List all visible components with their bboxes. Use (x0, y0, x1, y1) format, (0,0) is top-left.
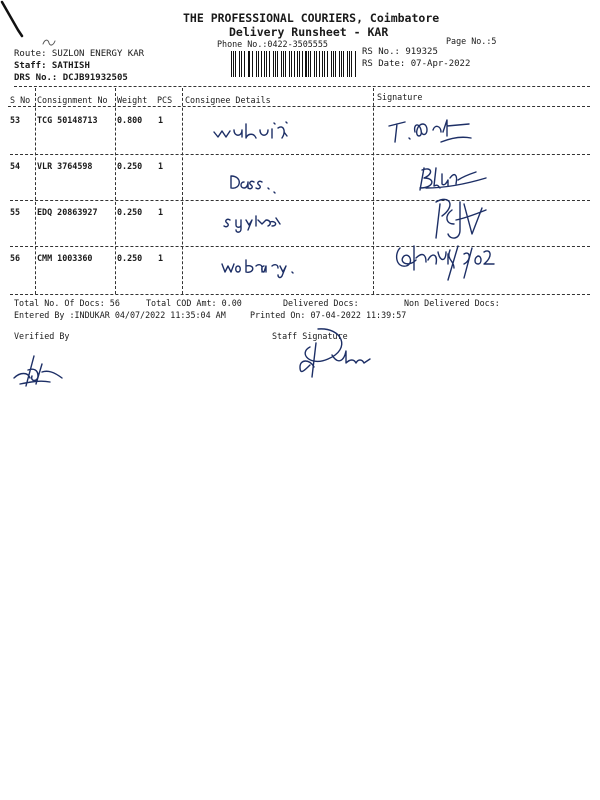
phone-number: Phone No.:0422-3505555 (217, 39, 328, 49)
company-name: THE PROFESSIONAL COURIERS, Coimbatore (183, 11, 440, 25)
rs-date: RS Date: 07-Apr-2022 (362, 59, 471, 69)
consignee-handwriting (228, 172, 288, 194)
verified-by-label: Verified By (14, 331, 70, 341)
signature-image (426, 196, 496, 244)
corner-mark (0, 0, 30, 40)
barcode-bar (331, 51, 332, 77)
scribble-mark-icon (42, 38, 56, 48)
barcode-bar (297, 51, 298, 77)
col-header-pcs: PCS (157, 95, 173, 105)
signature-image (385, 112, 475, 148)
entered-by: Entered By :INDUKAR 04/07/2022 11:35:04 AM (14, 310, 226, 320)
column-line (115, 88, 116, 294)
row-divider (10, 154, 590, 155)
col-header-consignment: Consignment No (37, 95, 108, 105)
row-consignment: TCG 50148713 (37, 115, 98, 125)
barcode-bar (285, 51, 286, 77)
barcode-bar (252, 51, 253, 77)
barcode-bar (351, 51, 352, 77)
barcode-bar (264, 51, 265, 77)
row-divider (10, 294, 590, 295)
total-cod-amount: Total COD Amt: 0.00 (146, 298, 242, 308)
divider (14, 86, 590, 87)
column-line (182, 88, 183, 294)
row-consignment: EDQ 20863927 (37, 207, 98, 217)
barcode-bar (324, 51, 325, 77)
row-sno: 53 (10, 115, 21, 125)
row-consignment: CMM 1003360 (37, 253, 93, 263)
printed-on: Printed On: 07-04-2022 11:39:57 (250, 310, 407, 320)
row-divider (10, 200, 590, 201)
verifier-signature (10, 350, 70, 390)
barcode-bar (244, 51, 245, 77)
row-weight: 0.250 (117, 207, 143, 217)
barcode-bar (339, 51, 340, 77)
consignee-handwriting (212, 120, 292, 142)
page-title: Delivery Runsheet - KAR (229, 25, 389, 39)
row-weight: 0.250 (117, 161, 143, 171)
row-sno: 55 (10, 207, 21, 217)
row-pcs: 1 (158, 115, 164, 125)
barcode-bar (305, 51, 306, 77)
staff-signature-image (288, 325, 378, 383)
signature-image (392, 238, 510, 288)
delivered-docs: Delivered Docs: (283, 298, 359, 308)
barcode-bar (289, 51, 290, 77)
barcode-bar (277, 51, 278, 77)
row-weight: 0.250 (117, 253, 143, 263)
row-sno: 54 (10, 161, 21, 171)
barcode-bar (310, 51, 311, 77)
row-pcs: 1 (158, 253, 164, 263)
column-line (373, 88, 374, 294)
barcode-bar (239, 51, 240, 77)
non-delivered-docs: Non Delivered Docs: (404, 298, 500, 308)
row-consignment: VLR 3764598 (37, 161, 93, 171)
barcode-bar (269, 51, 270, 77)
staff-label: Staff: SATHISH (14, 61, 90, 71)
drs-number: DRS No.: DCJB91932505 (14, 73, 128, 83)
column-line (35, 88, 36, 294)
page-number: Page No.:5 (446, 36, 497, 46)
barcode-bar (256, 51, 257, 77)
col-header-consignee: Consignee Details (185, 95, 271, 105)
rs-number: RS No.: 919325 (362, 47, 438, 57)
row-pcs: 1 (158, 207, 164, 217)
barcode (231, 51, 357, 77)
consignee-handwriting (226, 212, 296, 232)
col-header-weight: Weight (117, 95, 148, 105)
staff-signature-label: Staff Signature (272, 331, 348, 341)
barcode-bar (343, 51, 344, 77)
divider (8, 106, 590, 107)
col-header-sno: S No (10, 95, 31, 105)
consignee-handwriting (220, 254, 310, 280)
row-pcs: 1 (158, 161, 164, 171)
total-docs: Total No. Of Docs: 56 (14, 298, 120, 308)
barcode-bar (316, 51, 317, 77)
row-weight: 0.800 (117, 115, 143, 125)
col-header-signature: Signature (377, 92, 423, 102)
row-sno: 56 (10, 253, 21, 263)
signature-image (412, 162, 492, 196)
barcode-bar (231, 51, 232, 77)
route-label: Route: SUZLON ENERGY KAR (14, 49, 145, 59)
